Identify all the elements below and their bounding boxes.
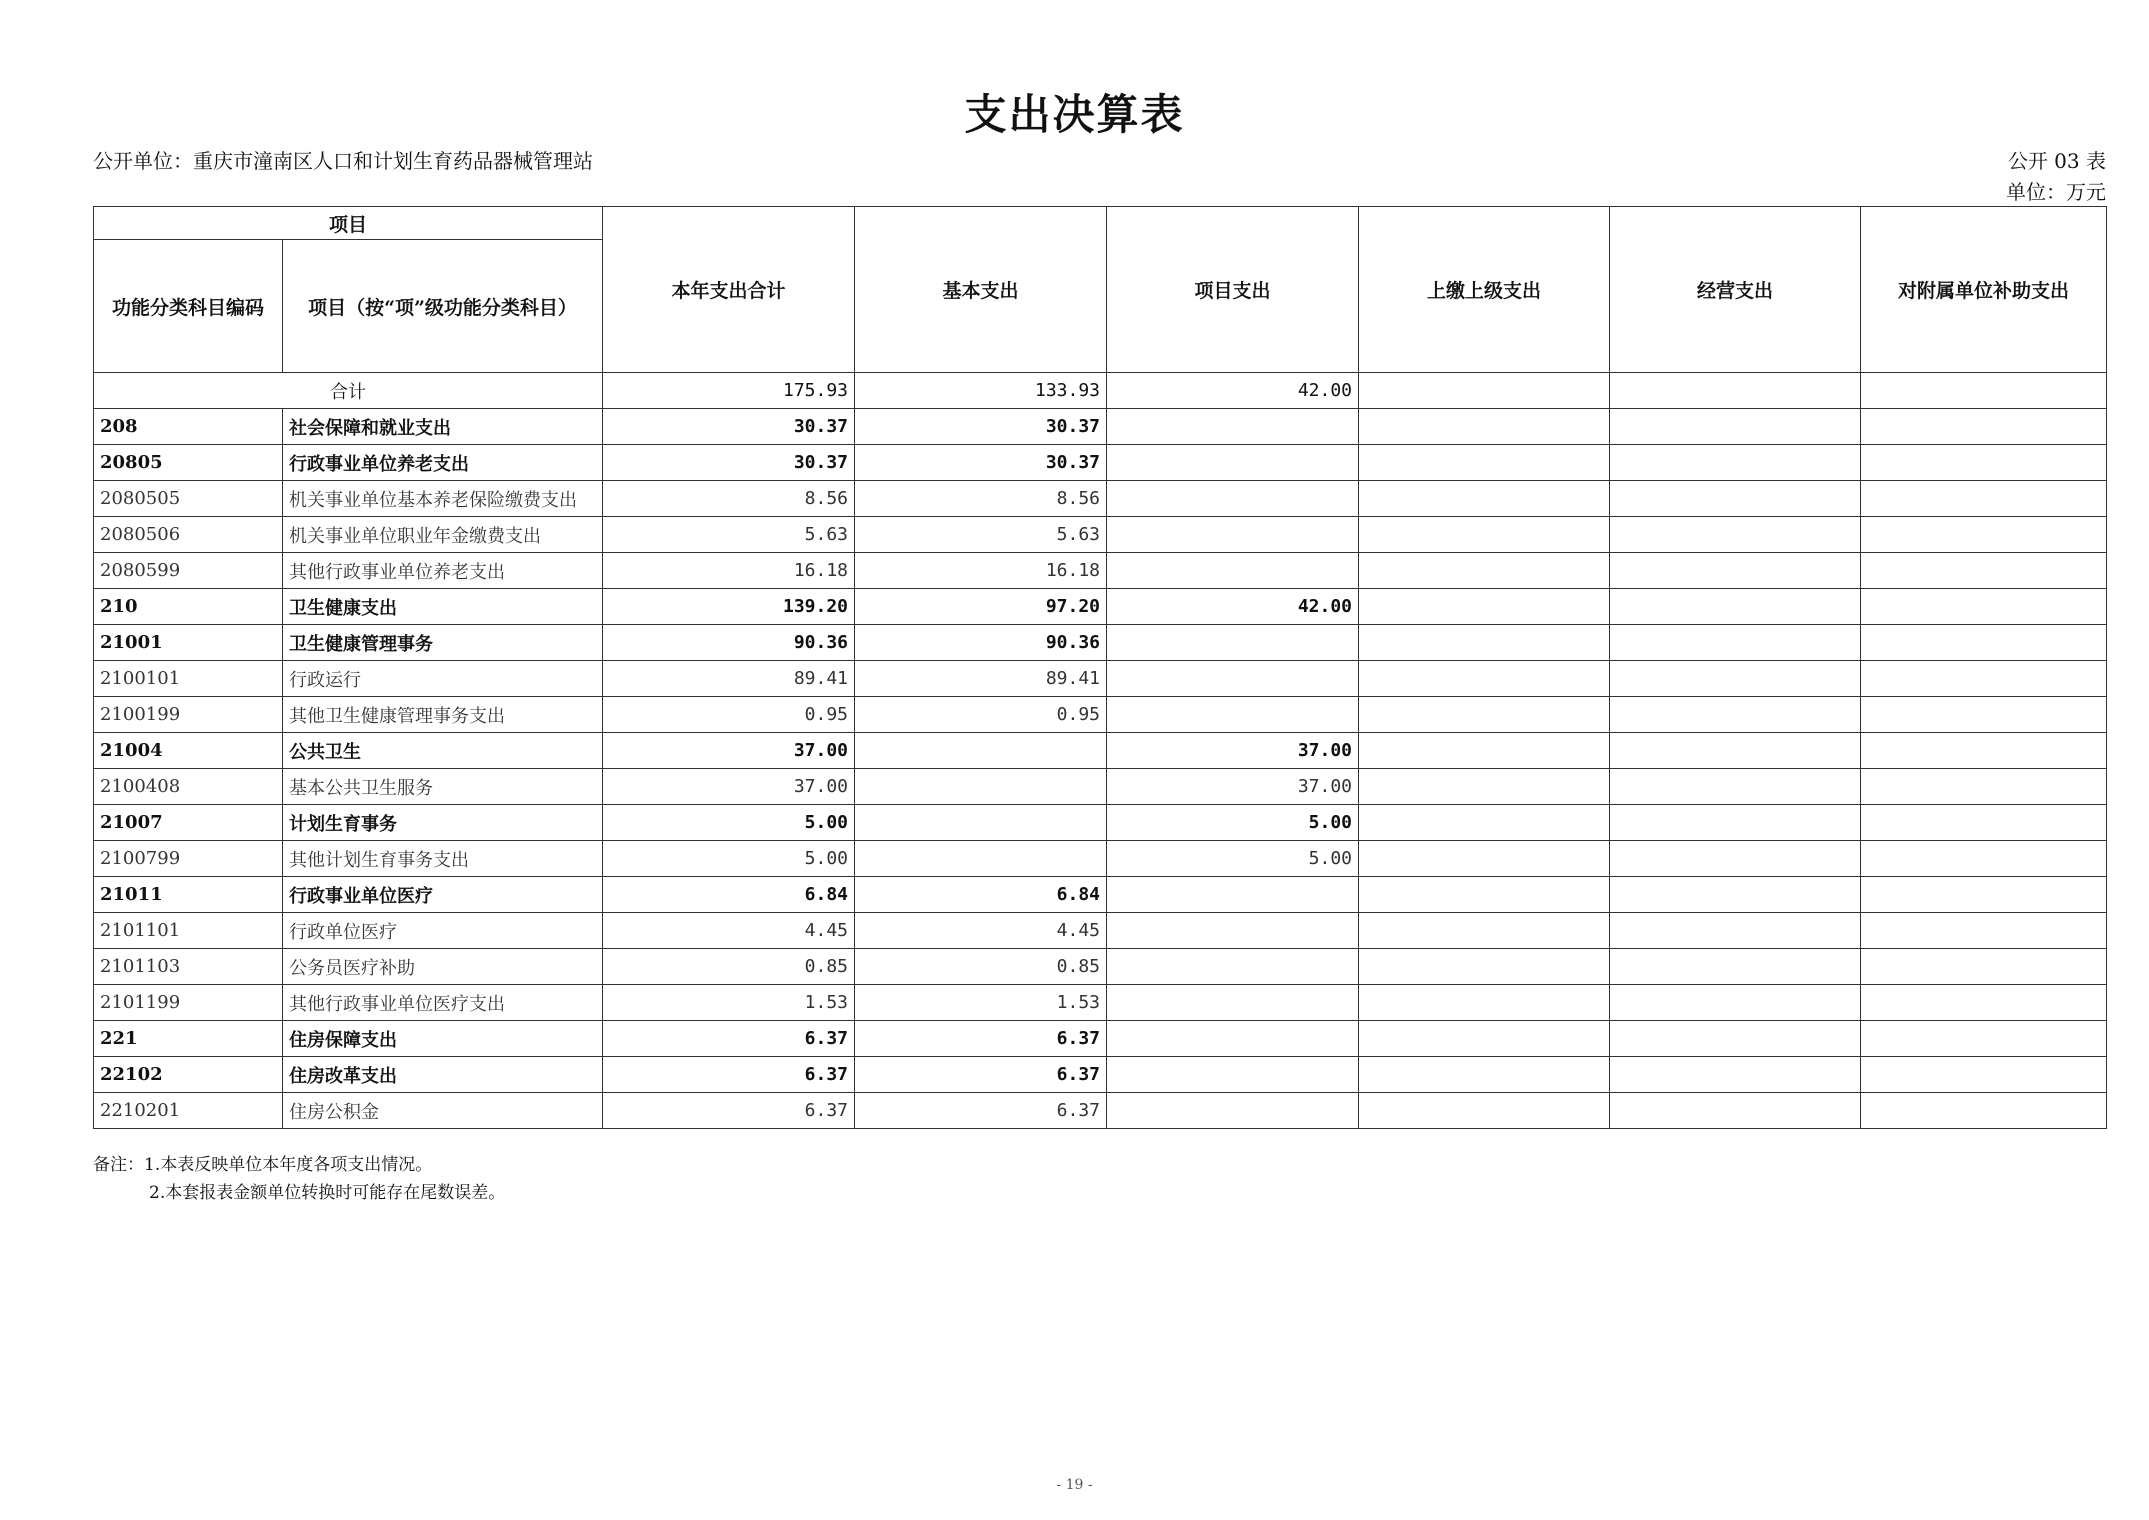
table-row	[94, 481, 2107, 517]
subsidy-cell	[1861, 445, 2107, 481]
code-cell: 21001	[94, 625, 283, 661]
subsidy-cell	[1861, 589, 2107, 625]
code-cell: 2080505	[94, 481, 283, 517]
basic-cell: 6.37	[855, 1093, 1107, 1129]
basic-cell: 97.20	[855, 589, 1107, 625]
project-expense-cell	[1107, 661, 1359, 697]
code-cell: 21004	[94, 733, 283, 769]
subsidy-cell	[1861, 877, 2107, 913]
subsidy-cell	[1861, 769, 2107, 805]
business-cell	[1610, 625, 1861, 661]
name-cell: 行政运行	[283, 661, 603, 697]
code-cell: 2080599	[94, 553, 283, 589]
name-cell: 住房公积金	[283, 1093, 603, 1129]
table-row	[94, 841, 2107, 877]
subsidy-cell	[1861, 481, 2107, 517]
business-cell	[1610, 733, 1861, 769]
upper-cell	[1359, 553, 1610, 589]
name-cell: 住房改革支出	[283, 1057, 603, 1093]
project-expense-cell: 42.00	[1107, 373, 1359, 409]
form-info	[2006, 146, 2106, 208]
business-cell	[1610, 877, 1861, 913]
header-upper: 上缴上级支出	[1359, 207, 1610, 373]
upper-cell	[1359, 913, 1610, 949]
upper-cell	[1359, 877, 1610, 913]
upper-cell	[1359, 625, 1610, 661]
name-cell: 公共卫生	[283, 733, 603, 769]
note-2: 2.本套报表金额单位转换时可能存在尾数误差。	[149, 1183, 506, 1203]
business-cell	[1610, 517, 1861, 553]
header-subsidy: 对附属单位补助支出	[1861, 207, 2107, 373]
table-row	[94, 625, 2107, 661]
upper-cell	[1359, 769, 1610, 805]
basic-cell: 30.37	[855, 445, 1107, 481]
upper-cell	[1359, 1057, 1610, 1093]
total-cell: 5.63	[603, 517, 855, 553]
business-cell	[1610, 985, 1861, 1021]
basic-cell: 1.53	[855, 985, 1107, 1021]
subsidy-cell	[1861, 409, 2107, 445]
project-expense-cell	[1107, 877, 1359, 913]
subsidy-cell	[1861, 1021, 2107, 1057]
project-expense-cell	[1107, 409, 1359, 445]
code-cell: 21007	[94, 805, 283, 841]
code-cell: 2080506	[94, 517, 283, 553]
code-cell: 2100408	[94, 769, 283, 805]
basic-cell: 90.36	[855, 625, 1107, 661]
name-cell: 卫生健康管理事务	[283, 625, 603, 661]
code-cell: 22102	[94, 1057, 283, 1093]
basic-cell: 30.37	[855, 409, 1107, 445]
name-cell: 行政事业单位养老支出	[283, 445, 603, 481]
name-cell: 其他行政事业单位养老支出	[283, 553, 603, 589]
upper-cell	[1359, 733, 1610, 769]
project-expense-cell	[1107, 625, 1359, 661]
name-cell: 基本公共卫生服务	[283, 769, 603, 805]
basic-cell: 133.93	[855, 373, 1107, 409]
project-expense-cell	[1107, 553, 1359, 589]
table-row	[94, 409, 2107, 445]
code-cell: 2101101	[94, 913, 283, 949]
upper-cell	[1359, 409, 1610, 445]
total-cell: 30.37	[603, 409, 855, 445]
header-name: 项目（按“项”级功能分类科目）	[283, 240, 603, 373]
total-cell: 4.45	[603, 913, 855, 949]
table-row	[94, 517, 2107, 553]
subsidy-cell	[1861, 553, 2107, 589]
project-expense-cell	[1107, 913, 1359, 949]
business-cell	[1610, 949, 1861, 985]
business-cell	[1610, 841, 1861, 877]
basic-cell	[855, 769, 1107, 805]
project-expense-cell	[1107, 1021, 1359, 1057]
total-cell: 8.56	[603, 481, 855, 517]
name-cell: 行政单位医疗	[283, 913, 603, 949]
project-expense-cell	[1107, 697, 1359, 733]
project-expense-cell	[1107, 445, 1359, 481]
table-row	[94, 697, 2107, 733]
total-cell: 139.20	[603, 589, 855, 625]
project-expense-cell: 37.00	[1107, 733, 1359, 769]
business-cell	[1610, 769, 1861, 805]
total-cell: 90.36	[603, 625, 855, 661]
subsidy-cell	[1861, 1093, 2107, 1129]
expenditure-table	[93, 206, 2107, 1129]
code-cell: 21011	[94, 877, 283, 913]
name-cell: 其他行政事业单位医疗支出	[283, 985, 603, 1021]
code-cell: 20805	[94, 445, 283, 481]
upper-cell	[1359, 481, 1610, 517]
business-cell	[1610, 697, 1861, 733]
project-expense-cell	[1107, 481, 1359, 517]
unit-label: 公开单位：	[93, 149, 193, 173]
upper-cell	[1359, 949, 1610, 985]
table-row	[94, 949, 2107, 985]
code-cell: 2100199	[94, 697, 283, 733]
upper-cell	[1359, 589, 1610, 625]
project-expense-cell	[1107, 1093, 1359, 1129]
subsidy-cell	[1861, 373, 2107, 409]
business-cell	[1610, 373, 1861, 409]
subsidy-cell	[1861, 733, 2107, 769]
upper-cell	[1359, 1021, 1610, 1057]
table-row	[94, 589, 2107, 625]
total-label: 合计	[94, 373, 603, 409]
basic-cell: 16.18	[855, 553, 1107, 589]
upper-cell	[1359, 373, 1610, 409]
basic-cell: 5.63	[855, 517, 1107, 553]
form-number: 公开 03 表	[2007, 149, 2106, 173]
header-basic: 基本支出	[855, 207, 1107, 373]
table-body	[94, 373, 2107, 1129]
table-row	[94, 661, 2107, 697]
subsidy-cell	[1861, 661, 2107, 697]
basic-cell: 4.45	[855, 913, 1107, 949]
business-cell	[1610, 553, 1861, 589]
total-cell: 5.00	[603, 841, 855, 877]
table-row	[94, 1057, 2107, 1093]
table-row	[94, 805, 2107, 841]
name-cell: 其他卫生健康管理事务支出	[283, 697, 603, 733]
business-cell	[1610, 589, 1861, 625]
table-row	[94, 1021, 2107, 1057]
total-cell: 37.00	[603, 733, 855, 769]
unit-name: 重庆市潼南区人口和计划生育药品器械管理站	[193, 149, 593, 173]
total-cell: 175.93	[603, 373, 855, 409]
project-expense-cell	[1107, 949, 1359, 985]
basic-cell: 6.37	[855, 1021, 1107, 1057]
business-cell	[1610, 1093, 1861, 1129]
basic-cell	[855, 841, 1107, 877]
subsidy-cell	[1861, 1057, 2107, 1093]
subsidy-cell	[1861, 985, 2107, 1021]
upper-cell	[1359, 841, 1610, 877]
header-total: 本年支出合计	[603, 207, 855, 373]
project-expense-cell	[1107, 517, 1359, 553]
table-row	[94, 877, 2107, 913]
note-1: 备注：1.本表反映单位本年度各项支出情况。	[93, 1155, 433, 1175]
total-cell: 6.37	[603, 1093, 855, 1129]
table-row	[94, 913, 2107, 949]
name-cell: 其他计划生育事务支出	[283, 841, 603, 877]
header-code: 功能分类科目编码	[94, 240, 283, 373]
subsidy-cell	[1861, 949, 2107, 985]
total-cell: 89.41	[603, 661, 855, 697]
unit-info	[93, 146, 633, 177]
total-cell: 1.53	[603, 985, 855, 1021]
total-cell: 5.00	[603, 805, 855, 841]
code-cell: 2101103	[94, 949, 283, 985]
notes	[93, 1151, 505, 1207]
business-cell	[1610, 481, 1861, 517]
upper-cell	[1359, 805, 1610, 841]
name-cell: 机关事业单位基本养老保险缴费支出	[283, 481, 603, 517]
page-number: - 19 -	[1056, 1477, 1093, 1493]
name-cell: 行政事业单位医疗	[283, 877, 603, 913]
header-project: 项目	[94, 207, 603, 240]
table-row	[94, 769, 2107, 805]
project-expense-cell: 42.00	[1107, 589, 1359, 625]
table-row	[94, 985, 2107, 1021]
name-cell: 社会保障和就业支出	[283, 409, 603, 445]
basic-cell: 89.41	[855, 661, 1107, 697]
business-cell	[1610, 1021, 1861, 1057]
total-cell: 16.18	[603, 553, 855, 589]
name-cell: 机关事业单位职业年金缴费支出	[283, 517, 603, 553]
project-expense-cell	[1107, 985, 1359, 1021]
table-row	[94, 733, 2107, 769]
name-cell: 住房保障支出	[283, 1021, 603, 1057]
header-business: 经营支出	[1610, 207, 1861, 373]
total-cell: 37.00	[603, 769, 855, 805]
total-cell: 30.37	[603, 445, 855, 481]
business-cell	[1610, 1057, 1861, 1093]
upper-cell	[1359, 985, 1610, 1021]
code-cell: 2101199	[94, 985, 283, 1021]
name-cell: 计划生育事务	[283, 805, 603, 841]
code-cell: 208	[94, 409, 283, 445]
total-cell: 6.84	[603, 877, 855, 913]
total-cell: 6.37	[603, 1057, 855, 1093]
business-cell	[1610, 661, 1861, 697]
project-expense-cell: 37.00	[1107, 769, 1359, 805]
code-cell: 210	[94, 589, 283, 625]
page-title: 支出决算表	[964, 90, 1185, 139]
code-cell: 2210201	[94, 1093, 283, 1129]
total-cell: 0.95	[603, 697, 855, 733]
subsidy-cell	[1861, 697, 2107, 733]
upper-cell	[1359, 697, 1610, 733]
basic-cell	[855, 733, 1107, 769]
total-row	[94, 373, 2107, 409]
basic-cell	[855, 805, 1107, 841]
name-cell: 公务员医疗补助	[283, 949, 603, 985]
code-cell: 221	[94, 1021, 283, 1057]
table-row	[94, 1093, 2107, 1129]
business-cell	[1610, 805, 1861, 841]
basic-cell: 6.84	[855, 877, 1107, 913]
money-unit: 单位：万元	[2006, 180, 2106, 204]
subsidy-cell	[1861, 517, 2107, 553]
basic-cell: 0.85	[855, 949, 1107, 985]
upper-cell	[1359, 445, 1610, 481]
upper-cell	[1359, 517, 1610, 553]
name-cell: 卫生健康支出	[283, 589, 603, 625]
table-row	[94, 445, 2107, 481]
project-expense-cell: 5.00	[1107, 805, 1359, 841]
header-project-expense: 项目支出	[1107, 207, 1359, 373]
basic-cell: 8.56	[855, 481, 1107, 517]
upper-cell	[1359, 661, 1610, 697]
project-expense-cell: 5.00	[1107, 841, 1359, 877]
code-cell: 2100799	[94, 841, 283, 877]
basic-cell: 6.37	[855, 1057, 1107, 1093]
business-cell	[1610, 913, 1861, 949]
business-cell	[1610, 445, 1861, 481]
subsidy-cell	[1861, 805, 2107, 841]
code-cell: 2100101	[94, 661, 283, 697]
subsidy-cell	[1861, 841, 2107, 877]
business-cell	[1610, 409, 1861, 445]
total-cell: 6.37	[603, 1021, 855, 1057]
subsidy-cell	[1861, 913, 2107, 949]
upper-cell	[1359, 1093, 1610, 1129]
project-expense-cell	[1107, 1057, 1359, 1093]
basic-cell: 0.95	[855, 697, 1107, 733]
subsidy-cell	[1861, 625, 2107, 661]
table-row	[94, 553, 2107, 589]
total-cell: 0.85	[603, 949, 855, 985]
